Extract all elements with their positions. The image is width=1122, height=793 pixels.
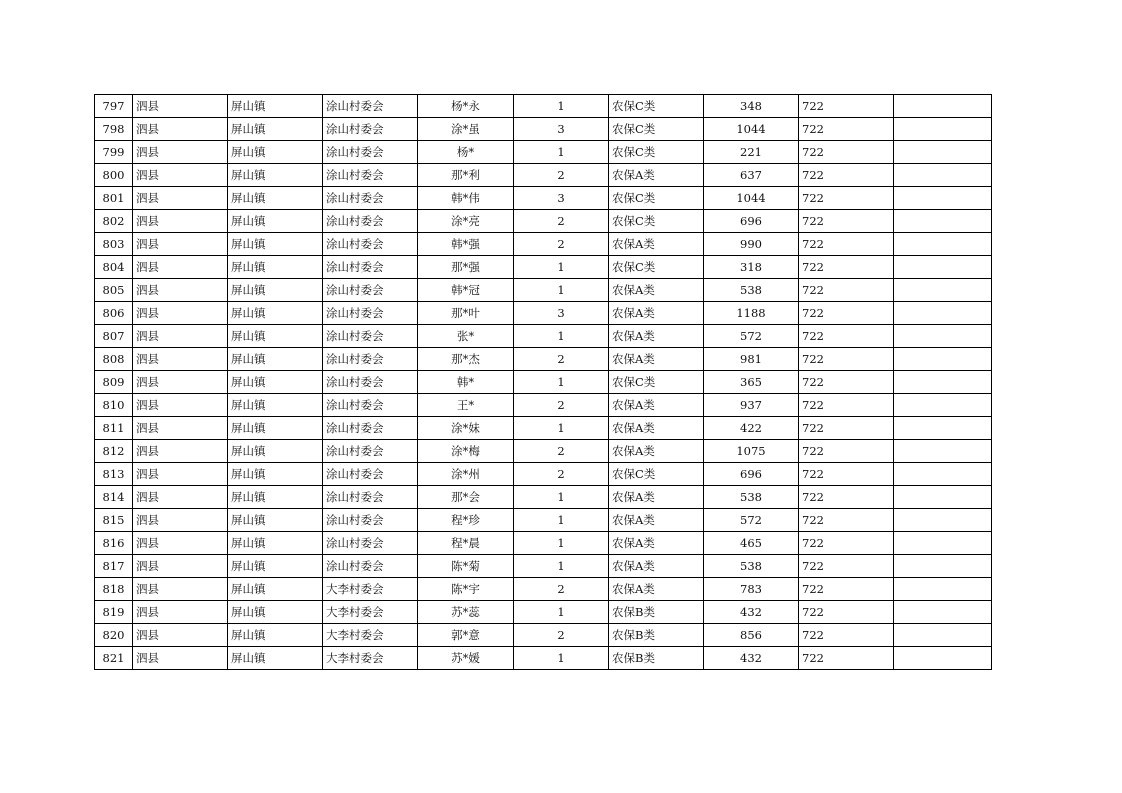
amount-cell: 221 <box>704 141 799 164</box>
town-cell: 屏山镇 <box>228 555 323 578</box>
note-cell <box>894 486 992 509</box>
town-cell: 屏山镇 <box>228 463 323 486</box>
name-cell: 杨*永 <box>418 95 514 118</box>
town-cell: 屏山镇 <box>228 95 323 118</box>
category-cell: 农保C类 <box>609 463 704 486</box>
category-cell: 农保A类 <box>609 348 704 371</box>
row-number: 810 <box>95 394 133 417</box>
table-row <box>95 463 992 486</box>
town-cell: 屏山镇 <box>228 187 323 210</box>
note-cell <box>894 118 992 141</box>
standard-cell: 722 <box>799 555 894 578</box>
town-cell: 屏山镇 <box>228 210 323 233</box>
amount-cell: 365 <box>704 371 799 394</box>
table-row <box>95 256 992 279</box>
row-number: 813 <box>95 463 133 486</box>
county-cell: 泗县 <box>133 555 228 578</box>
amount-cell: 696 <box>704 463 799 486</box>
note-cell <box>894 210 992 233</box>
town-cell: 屏山镇 <box>228 164 323 187</box>
category-cell: 农保A类 <box>609 532 704 555</box>
name-cell: 那*会 <box>418 486 514 509</box>
people-count-cell: 2 <box>514 233 609 256</box>
people-count-cell: 1 <box>514 647 609 670</box>
row-number: 797 <box>95 95 133 118</box>
table-row <box>95 624 992 647</box>
note-cell <box>894 141 992 164</box>
town-cell: 屏山镇 <box>228 279 323 302</box>
town-cell: 屏山镇 <box>228 118 323 141</box>
people-count-cell: 1 <box>514 325 609 348</box>
name-cell: 那*叶 <box>418 302 514 325</box>
standard-cell: 722 <box>799 95 894 118</box>
name-cell: 涂*州 <box>418 463 514 486</box>
row-number: 803 <box>95 233 133 256</box>
amount-cell: 1188 <box>704 302 799 325</box>
category-cell: 农保A类 <box>609 578 704 601</box>
standard-cell: 722 <box>799 509 894 532</box>
note-cell <box>894 532 992 555</box>
county-cell: 泗县 <box>133 371 228 394</box>
village-cell: 涂山村委会 <box>323 118 418 141</box>
town-cell: 屏山镇 <box>228 394 323 417</box>
note-cell <box>894 601 992 624</box>
standard-cell: 722 <box>799 578 894 601</box>
row-number: 807 <box>95 325 133 348</box>
village-cell: 涂山村委会 <box>323 279 418 302</box>
standard-cell: 722 <box>799 325 894 348</box>
standard-cell: 722 <box>799 624 894 647</box>
row-number: 817 <box>95 555 133 578</box>
table-row <box>95 371 992 394</box>
standard-cell: 722 <box>799 302 894 325</box>
name-cell: 涂*妹 <box>418 417 514 440</box>
note-cell <box>894 371 992 394</box>
standard-cell: 722 <box>799 647 894 670</box>
amount-cell: 1044 <box>704 187 799 210</box>
category-cell: 农保C类 <box>609 256 704 279</box>
name-cell: 韩*冠 <box>418 279 514 302</box>
category-cell: 农保A类 <box>609 555 704 578</box>
town-cell: 屏山镇 <box>228 601 323 624</box>
county-cell: 泗县 <box>133 486 228 509</box>
row-number: 801 <box>95 187 133 210</box>
village-cell: 大李村委会 <box>323 578 418 601</box>
town-cell: 屏山镇 <box>228 486 323 509</box>
name-cell: 涂*亮 <box>418 210 514 233</box>
note-cell <box>894 95 992 118</box>
village-cell: 涂山村委会 <box>323 302 418 325</box>
category-cell: 农保C类 <box>609 95 704 118</box>
note-cell <box>894 555 992 578</box>
people-count-cell: 1 <box>514 532 609 555</box>
row-number: 812 <box>95 440 133 463</box>
amount-cell: 990 <box>704 233 799 256</box>
table-row <box>95 141 992 164</box>
name-cell: 程*珍 <box>418 509 514 532</box>
people-count-cell: 3 <box>514 118 609 141</box>
standard-cell: 722 <box>799 417 894 440</box>
village-cell: 涂山村委会 <box>323 555 418 578</box>
village-cell: 大李村委会 <box>323 647 418 670</box>
note-cell <box>894 348 992 371</box>
note-cell <box>894 233 992 256</box>
standard-cell: 722 <box>799 601 894 624</box>
town-cell: 屏山镇 <box>228 440 323 463</box>
note-cell <box>894 187 992 210</box>
town-cell: 屏山镇 <box>228 509 323 532</box>
table-row <box>95 394 992 417</box>
name-cell: 陈*宇 <box>418 578 514 601</box>
row-number: 798 <box>95 118 133 141</box>
category-cell: 农保A类 <box>609 325 704 348</box>
amount-cell: 538 <box>704 486 799 509</box>
standard-cell: 722 <box>799 118 894 141</box>
town-cell: 屏山镇 <box>228 348 323 371</box>
table-row <box>95 486 992 509</box>
standard-cell: 722 <box>799 279 894 302</box>
standard-cell: 722 <box>799 463 894 486</box>
village-cell: 涂山村委会 <box>323 141 418 164</box>
row-number: 818 <box>95 578 133 601</box>
standard-cell: 722 <box>799 371 894 394</box>
standard-cell: 722 <box>799 233 894 256</box>
people-count-cell: 1 <box>514 371 609 394</box>
row-number: 819 <box>95 601 133 624</box>
people-count-cell: 2 <box>514 394 609 417</box>
town-cell: 屏山镇 <box>228 532 323 555</box>
table-row <box>95 187 992 210</box>
standard-cell: 722 <box>799 532 894 555</box>
table-row <box>95 118 992 141</box>
note-cell <box>894 279 992 302</box>
note-cell <box>894 164 992 187</box>
amount-cell: 637 <box>704 164 799 187</box>
village-cell: 涂山村委会 <box>323 394 418 417</box>
village-cell: 涂山村委会 <box>323 486 418 509</box>
town-cell: 屏山镇 <box>228 233 323 256</box>
category-cell: 农保C类 <box>609 141 704 164</box>
note-cell <box>894 325 992 348</box>
amount-cell: 572 <box>704 509 799 532</box>
people-count-cell: 2 <box>514 463 609 486</box>
people-count-cell: 1 <box>514 279 609 302</box>
town-cell: 屏山镇 <box>228 624 323 647</box>
category-cell: 农保A类 <box>609 394 704 417</box>
note-cell <box>894 440 992 463</box>
people-count-cell: 1 <box>514 256 609 279</box>
row-number: 804 <box>95 256 133 279</box>
people-count-cell: 2 <box>514 578 609 601</box>
category-cell: 农保B类 <box>609 647 704 670</box>
table-row <box>95 164 992 187</box>
amount-cell: 538 <box>704 279 799 302</box>
category-cell: 农保A类 <box>609 233 704 256</box>
row-number: 809 <box>95 371 133 394</box>
county-cell: 泗县 <box>133 417 228 440</box>
name-cell: 陈*菊 <box>418 555 514 578</box>
county-cell: 泗县 <box>133 164 228 187</box>
name-cell: 苏*蕊 <box>418 601 514 624</box>
name-cell: 程*晨 <box>418 532 514 555</box>
county-cell: 泗县 <box>133 233 228 256</box>
category-cell: 农保A类 <box>609 417 704 440</box>
table-row <box>95 417 992 440</box>
town-cell: 屏山镇 <box>228 302 323 325</box>
row-number: 820 <box>95 624 133 647</box>
row-number: 800 <box>95 164 133 187</box>
category-cell: 农保B类 <box>609 601 704 624</box>
note-cell <box>894 417 992 440</box>
amount-cell: 981 <box>704 348 799 371</box>
name-cell: 韩* <box>418 371 514 394</box>
row-number: 805 <box>95 279 133 302</box>
county-cell: 泗县 <box>133 532 228 555</box>
village-cell: 大李村委会 <box>323 624 418 647</box>
note-cell <box>894 624 992 647</box>
amount-cell: 696 <box>704 210 799 233</box>
people-count-cell: 3 <box>514 302 609 325</box>
amount-cell: 1044 <box>704 118 799 141</box>
village-cell: 涂山村委会 <box>323 95 418 118</box>
table-row <box>95 555 992 578</box>
name-cell: 杨* <box>418 141 514 164</box>
people-count-cell: 1 <box>514 141 609 164</box>
county-cell: 泗县 <box>133 509 228 532</box>
county-cell: 泗县 <box>133 302 228 325</box>
village-cell: 涂山村委会 <box>323 509 418 532</box>
note-cell <box>894 463 992 486</box>
village-cell: 涂山村委会 <box>323 256 418 279</box>
county-cell: 泗县 <box>133 118 228 141</box>
village-cell: 涂山村委会 <box>323 164 418 187</box>
county-cell: 泗县 <box>133 325 228 348</box>
county-cell: 泗县 <box>133 141 228 164</box>
name-cell: 那*强 <box>418 256 514 279</box>
table-row <box>95 302 992 325</box>
village-cell: 涂山村委会 <box>323 463 418 486</box>
category-cell: 农保A类 <box>609 440 704 463</box>
category-cell: 农保B类 <box>609 624 704 647</box>
village-cell: 涂山村委会 <box>323 325 418 348</box>
name-cell: 苏*媛 <box>418 647 514 670</box>
category-cell: 农保C类 <box>609 118 704 141</box>
row-number: 815 <box>95 509 133 532</box>
name-cell: 那*利 <box>418 164 514 187</box>
row-number: 811 <box>95 417 133 440</box>
county-cell: 泗县 <box>133 256 228 279</box>
name-cell: 郭*意 <box>418 624 514 647</box>
people-count-cell: 2 <box>514 164 609 187</box>
county-cell: 泗县 <box>133 624 228 647</box>
county-cell: 泗县 <box>133 95 228 118</box>
county-cell: 泗县 <box>133 348 228 371</box>
town-cell: 屏山镇 <box>228 256 323 279</box>
town-cell: 屏山镇 <box>228 578 323 601</box>
note-cell <box>894 647 992 670</box>
standard-cell: 722 <box>799 141 894 164</box>
table-row <box>95 509 992 532</box>
amount-cell: 1075 <box>704 440 799 463</box>
category-cell: 农保C类 <box>609 187 704 210</box>
table-row <box>95 601 992 624</box>
standard-cell: 722 <box>799 164 894 187</box>
row-number: 814 <box>95 486 133 509</box>
name-cell: 张* <box>418 325 514 348</box>
town-cell: 屏山镇 <box>228 325 323 348</box>
table-row <box>95 578 992 601</box>
amount-cell: 783 <box>704 578 799 601</box>
village-cell: 涂山村委会 <box>323 187 418 210</box>
county-cell: 泗县 <box>133 187 228 210</box>
amount-cell: 432 <box>704 601 799 624</box>
name-cell: 涂*梅 <box>418 440 514 463</box>
data-table <box>94 94 992 670</box>
category-cell: 农保C类 <box>609 210 704 233</box>
people-count-cell: 2 <box>514 624 609 647</box>
people-count-cell: 2 <box>514 440 609 463</box>
amount-cell: 538 <box>704 555 799 578</box>
table-row <box>95 647 992 670</box>
row-number: 821 <box>95 647 133 670</box>
town-cell: 屏山镇 <box>228 141 323 164</box>
county-cell: 泗县 <box>133 279 228 302</box>
county-cell: 泗县 <box>133 394 228 417</box>
table-row <box>95 210 992 233</box>
table-row <box>95 348 992 371</box>
category-cell: 农保A类 <box>609 509 704 532</box>
town-cell: 屏山镇 <box>228 371 323 394</box>
village-cell: 涂山村委会 <box>323 233 418 256</box>
category-cell: 农保A类 <box>609 302 704 325</box>
row-number: 799 <box>95 141 133 164</box>
category-cell: 农保A类 <box>609 164 704 187</box>
row-number: 816 <box>95 532 133 555</box>
standard-cell: 722 <box>799 256 894 279</box>
town-cell: 屏山镇 <box>228 417 323 440</box>
note-cell <box>894 578 992 601</box>
name-cell: 涂*虽 <box>418 118 514 141</box>
amount-cell: 422 <box>704 417 799 440</box>
standard-cell: 722 <box>799 440 894 463</box>
amount-cell: 432 <box>704 647 799 670</box>
village-cell: 涂山村委会 <box>323 348 418 371</box>
village-cell: 涂山村委会 <box>323 210 418 233</box>
name-cell: 那*杰 <box>418 348 514 371</box>
county-cell: 泗县 <box>133 601 228 624</box>
people-count-cell: 3 <box>514 187 609 210</box>
note-cell <box>894 509 992 532</box>
county-cell: 泗县 <box>133 463 228 486</box>
amount-cell: 937 <box>704 394 799 417</box>
county-cell: 泗县 <box>133 647 228 670</box>
village-cell: 大李村委会 <box>323 601 418 624</box>
row-number: 806 <box>95 302 133 325</box>
county-cell: 泗县 <box>133 210 228 233</box>
amount-cell: 572 <box>704 325 799 348</box>
village-cell: 涂山村委会 <box>323 417 418 440</box>
table-row <box>95 279 992 302</box>
people-count-cell: 1 <box>514 601 609 624</box>
people-count-cell: 2 <box>514 348 609 371</box>
people-count-cell: 1 <box>514 486 609 509</box>
category-cell: 农保A类 <box>609 279 704 302</box>
note-cell <box>894 394 992 417</box>
amount-cell: 465 <box>704 532 799 555</box>
people-count-cell: 2 <box>514 210 609 233</box>
amount-cell: 348 <box>704 95 799 118</box>
people-count-cell: 1 <box>514 509 609 532</box>
standard-cell: 722 <box>799 348 894 371</box>
name-cell: 韩*强 <box>418 233 514 256</box>
town-cell: 屏山镇 <box>228 647 323 670</box>
note-cell <box>894 256 992 279</box>
village-cell: 涂山村委会 <box>323 371 418 394</box>
category-cell: 农保A类 <box>609 486 704 509</box>
people-count-cell: 1 <box>514 95 609 118</box>
standard-cell: 722 <box>799 187 894 210</box>
people-count-cell: 1 <box>514 417 609 440</box>
village-cell: 涂山村委会 <box>323 532 418 555</box>
standard-cell: 722 <box>799 394 894 417</box>
table-row <box>95 95 992 118</box>
note-cell <box>894 302 992 325</box>
standard-cell: 722 <box>799 210 894 233</box>
county-cell: 泗县 <box>133 578 228 601</box>
name-cell: 韩*伟 <box>418 187 514 210</box>
name-cell: 王* <box>418 394 514 417</box>
table-row <box>95 325 992 348</box>
table-row <box>95 233 992 256</box>
county-cell: 泗县 <box>133 440 228 463</box>
category-cell: 农保C类 <box>609 371 704 394</box>
table-row <box>95 440 992 463</box>
table-row <box>95 532 992 555</box>
amount-cell: 856 <box>704 624 799 647</box>
amount-cell: 318 <box>704 256 799 279</box>
row-number: 808 <box>95 348 133 371</box>
row-number: 802 <box>95 210 133 233</box>
standard-cell: 722 <box>799 486 894 509</box>
village-cell: 涂山村委会 <box>323 440 418 463</box>
people-count-cell: 1 <box>514 555 609 578</box>
